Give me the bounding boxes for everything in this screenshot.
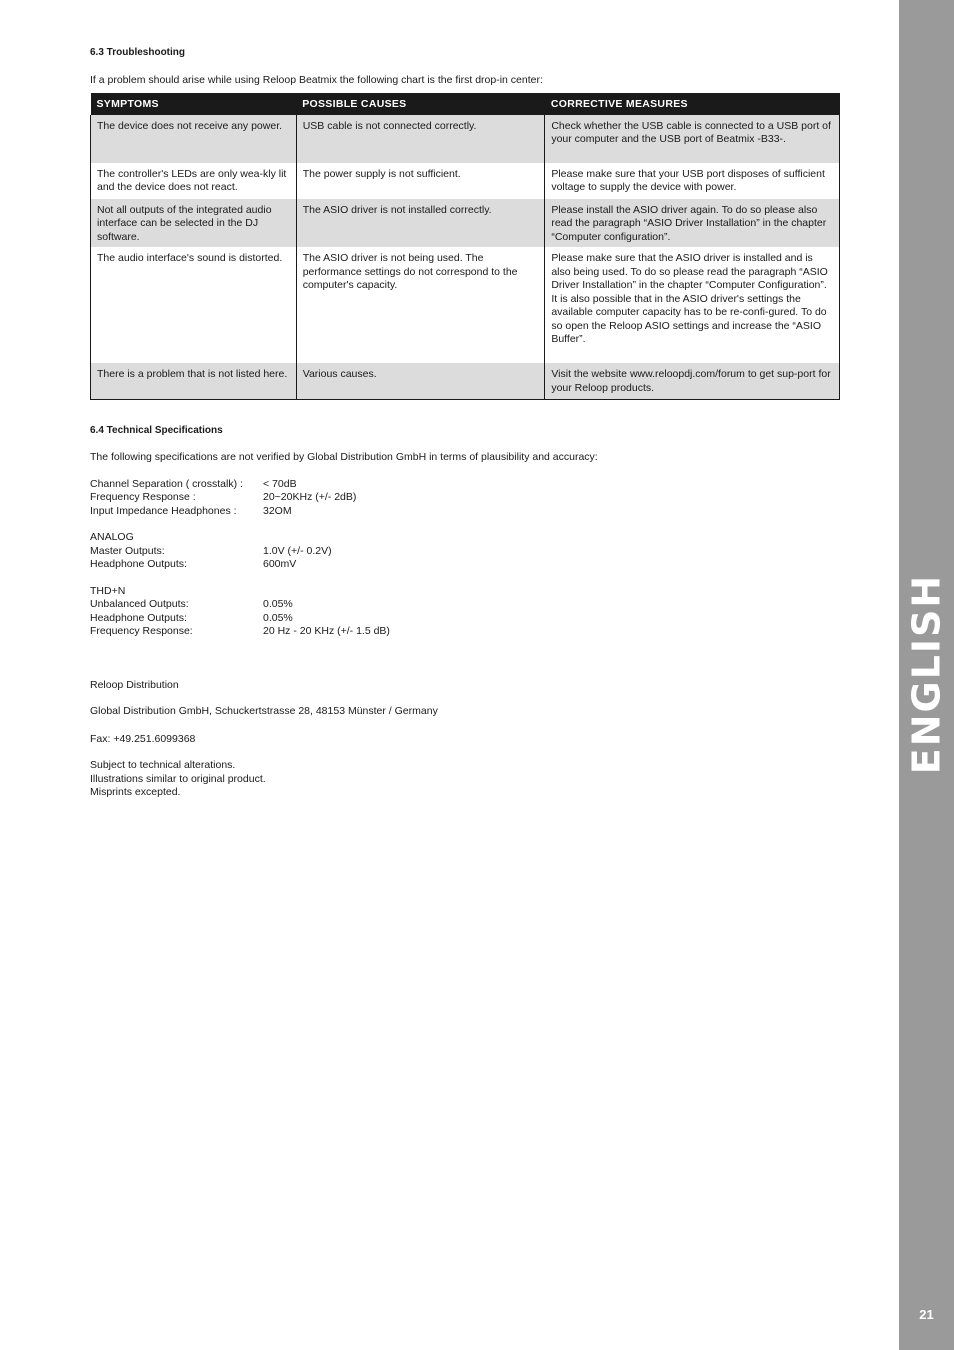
spec-label: Input Impedance Headphones : bbox=[90, 504, 237, 517]
spec-value: 600mV bbox=[263, 558, 297, 570]
spec-label: Headphone Outputs: bbox=[90, 611, 187, 624]
contact-address: Global Distribution GmbH, Schuckertstrasse 28, 48153 Münster / Germany bbox=[90, 705, 438, 717]
spec-label: Channel Separation ( crosstalk) : bbox=[90, 477, 243, 490]
spec-row bbox=[90, 598, 840, 612]
legal-note: Misprints excepted. bbox=[90, 786, 181, 798]
spec-label: Unbalanced Outputs: bbox=[90, 598, 189, 610]
table-row bbox=[91, 199, 840, 248]
table-row bbox=[91, 115, 840, 163]
spec-row bbox=[90, 625, 840, 639]
troubleshooting-heading: 6.3 Troubleshooting bbox=[90, 47, 186, 58]
measure-cell: Please install the ASIO driver again. To do so please also read the paragraph “ASIO Driver Installation” in the chapter “Computer configuration”. bbox=[545, 199, 840, 248]
contact-fax: Fax: +49.251.6099368 bbox=[90, 732, 196, 745]
symptom-cell: The audio interface's sound is distorted. bbox=[91, 247, 297, 363]
spec-value: 20~20KHz (+/- 2dB) bbox=[263, 491, 357, 503]
page-number: 21 bbox=[919, 1307, 934, 1322]
specs-analog bbox=[90, 531, 840, 572]
measure-cell: Please make sure that the ASIO driver is installed and is also being used. To do so please read the paragraph “ASIO Driver Installation” in the chapter “Computer Configuration”. It is also possible that in the ASIO driver's settings the available computer capacity has to be re-confi-gured. To do so open the Reloop ASIO settings and increase the “ASIO Buffer”. bbox=[545, 247, 840, 363]
spec-value: 1.0V (+/- 0.2V) bbox=[263, 544, 332, 557]
legal-note: Subject to technical alterations. bbox=[90, 759, 236, 771]
specs-heading: 6.4 Technical Specifications bbox=[90, 424, 223, 436]
header-possible-causes: POSSIBLE CAUSES bbox=[296, 93, 545, 115]
symptom-cell: Not all outputs of the integrated audio interface can be selected in the DJ software. bbox=[91, 199, 297, 248]
cause-cell: The ASIO driver is not installed correctly. bbox=[296, 199, 545, 248]
measure-cell: Please make sure that your USB port disposes of sufficient voltage to supply the device with power. bbox=[545, 163, 840, 199]
spec-label: Frequency Response : bbox=[90, 491, 196, 503]
cause-cell: The power supply is not sufficient. bbox=[296, 163, 545, 199]
measure-cell: Check whether the USB cable is connected to a USB port of your computer and the USB port of Beatmix -B33-. bbox=[545, 115, 840, 163]
spec-label: Frequency Response: bbox=[90, 625, 193, 637]
spec-row bbox=[90, 558, 840, 572]
spec-row bbox=[90, 505, 840, 519]
troubleshooting-table bbox=[90, 93, 840, 400]
cause-cell: Various causes. bbox=[296, 363, 545, 399]
spec-label: Headphone Outputs: bbox=[90, 558, 187, 570]
cause-cell: USB cable is not connected correctly. bbox=[296, 115, 545, 163]
spec-row bbox=[90, 545, 840, 559]
measure-cell: Visit the website www.reloopdj.com/forum to get sup-port for your Reloop products. bbox=[545, 363, 840, 399]
contact-company: Reloop Distribution bbox=[90, 678, 179, 691]
table-header-row bbox=[91, 93, 840, 115]
spec-label: Master Outputs: bbox=[90, 544, 165, 557]
analog-title: ANALOG bbox=[90, 531, 134, 543]
spec-value: 0.05% bbox=[263, 611, 293, 624]
table-row bbox=[91, 163, 840, 199]
specs-general bbox=[90, 478, 840, 519]
symptom-cell: There is a problem that is not listed here. bbox=[91, 363, 297, 399]
legal-note: Illustrations similar to original product. bbox=[90, 772, 266, 785]
thd-title: THD+N bbox=[90, 584, 126, 597]
table-row bbox=[91, 363, 840, 399]
specs-intro: The following specifications are not verified by Global Distribution GmbH in terms of plausibility and accuracy: bbox=[90, 451, 598, 463]
symptom-cell: The controller's LEDs are only wea-kly lit and the device does not react. bbox=[91, 163, 297, 199]
language-label: ENGLISH bbox=[904, 573, 949, 775]
header-corrective-measures: CORRECTIVE MEASURES bbox=[545, 93, 840, 115]
page-content bbox=[90, 46, 840, 800]
spec-row bbox=[90, 612, 840, 626]
header-symptoms: SYMPTOMS bbox=[91, 93, 297, 115]
specs-thd bbox=[90, 585, 840, 639]
troubleshooting-intro: If a problem should arise while using Reloop Beatmix the following chart is the first drop-in center: bbox=[90, 73, 543, 86]
cause-cell: The ASIO driver is not being used. The performance settings do not correspond to the computer's capacity. bbox=[296, 247, 545, 363]
table-row bbox=[91, 247, 840, 363]
symptom-cell: The device does not receive any power. bbox=[91, 115, 297, 163]
spec-value: 0.05% bbox=[263, 598, 293, 610]
spec-row bbox=[90, 478, 840, 492]
legal-notes bbox=[90, 759, 840, 800]
spec-row bbox=[90, 491, 840, 505]
spec-value: 20 Hz - 20 KHz (+/- 1.5 dB) bbox=[263, 625, 390, 637]
spec-value: < 70dB bbox=[263, 477, 297, 490]
spec-value: 32OM bbox=[263, 504, 292, 517]
